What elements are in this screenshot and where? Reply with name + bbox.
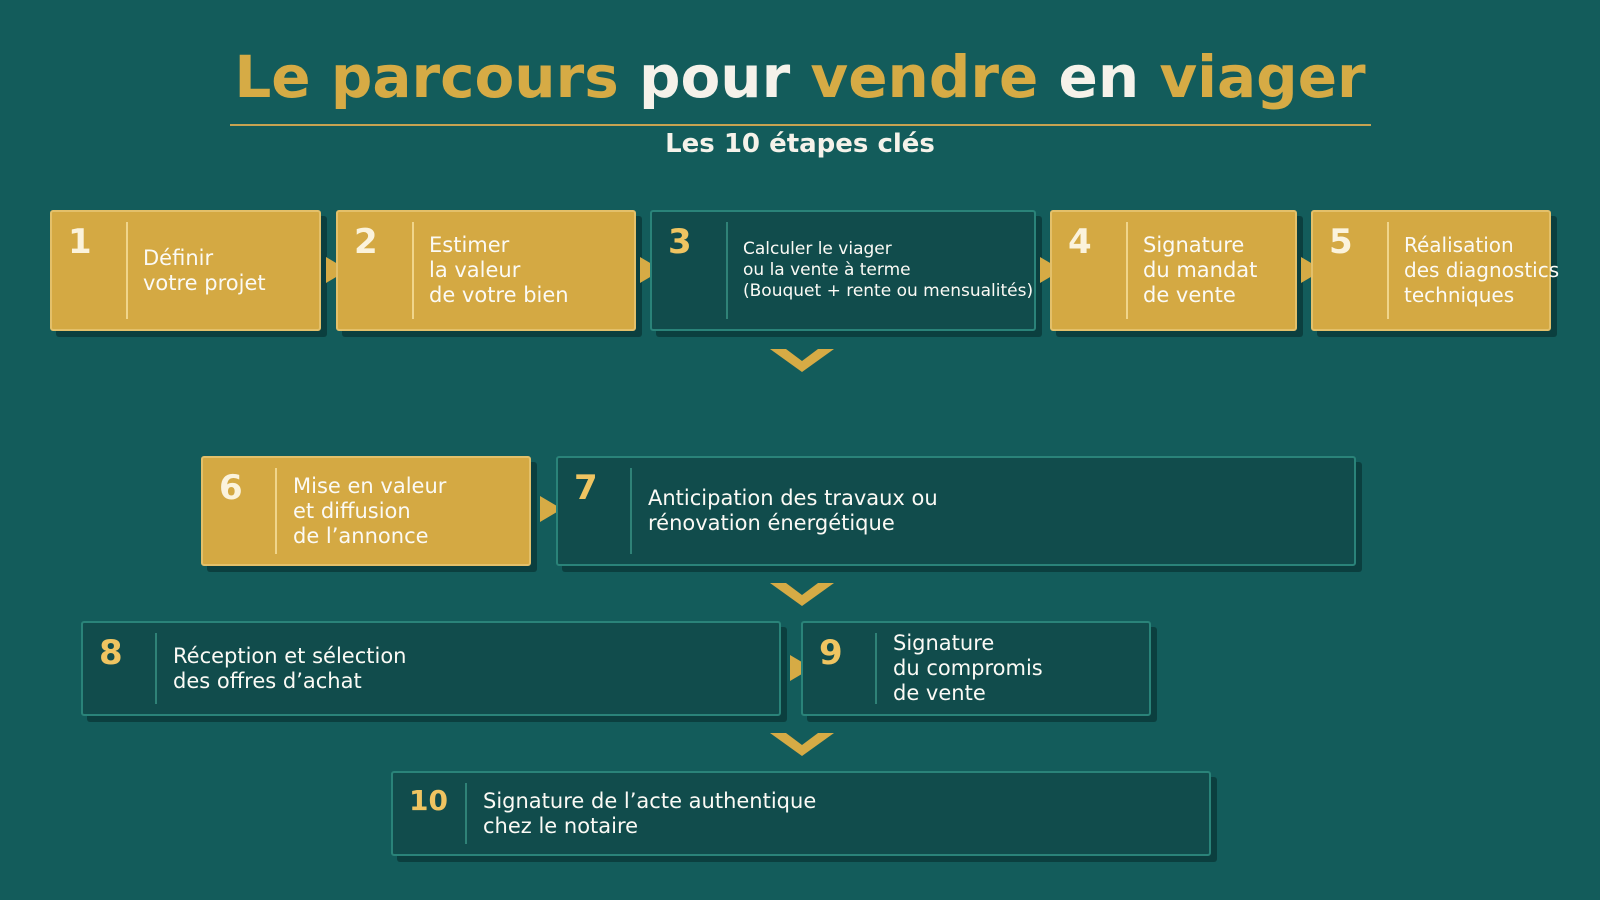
step-3 <box>650 210 1036 331</box>
step-4 <box>1050 210 1297 331</box>
step-number: 8 <box>99 633 123 673</box>
step-label: Signature de l’acte authentique chez le notaire <box>483 788 817 838</box>
step-label: Mise en valeur et diffusion de l’annonce <box>293 473 447 548</box>
step-divider <box>275 468 277 554</box>
title-part-1: Le parcours <box>234 43 619 111</box>
step-divider <box>1126 222 1128 319</box>
step-number: 5 <box>1329 222 1353 262</box>
chevron-down-icon <box>770 730 834 758</box>
chevron-down-icon <box>770 580 834 608</box>
title-part-4: en <box>1058 43 1140 111</box>
title-divider <box>230 124 1371 126</box>
step-divider <box>726 222 728 319</box>
step-number: 9 <box>819 633 843 673</box>
step-label: Estimer la valeur de votre bien <box>429 233 569 307</box>
step-10 <box>391 771 1211 856</box>
step-7 <box>556 456 1356 566</box>
step-number: 3 <box>668 222 692 262</box>
step-label: Réalisation des diagnostics techniques <box>1404 233 1560 307</box>
step-8 <box>81 621 781 716</box>
title-part-2: pour <box>638 43 791 111</box>
step-divider <box>465 783 467 844</box>
step-number: 10 <box>409 784 448 817</box>
step-1 <box>50 210 321 331</box>
step-label: Réception et sélection des offres d’achat <box>173 643 407 693</box>
step-9 <box>801 621 1151 716</box>
page-subtitle: Les 10 étapes clés <box>665 129 935 159</box>
step-divider <box>412 222 414 319</box>
step-divider <box>126 222 128 319</box>
step-2 <box>336 210 636 331</box>
step-label: Signature du mandat de vente <box>1143 233 1258 307</box>
step-divider <box>630 468 632 554</box>
step-label: Définir votre projet <box>143 245 266 295</box>
step-5 <box>1311 210 1560 331</box>
step-label: Calculer le viager ou la vente à terme (Bouquet + rente ou mensualités) <box>743 239 1034 301</box>
step-number: 1 <box>68 222 92 262</box>
page-title <box>0 40 1600 114</box>
step-divider <box>875 633 877 704</box>
step-number: 2 <box>354 222 378 262</box>
step-number: 7 <box>574 468 598 508</box>
title-part-3: vendre <box>810 43 1039 111</box>
step-divider <box>155 633 157 704</box>
chevron-down-icon <box>770 346 834 374</box>
step-divider <box>1387 222 1389 319</box>
step-6 <box>201 456 531 566</box>
step-label: Anticipation des travaux ou rénovation énergétique <box>648 486 938 535</box>
step-number: 6 <box>219 468 243 508</box>
step-label: Signature du compromis de vente <box>893 631 1043 705</box>
step-number: 4 <box>1068 222 1092 262</box>
title-part-5: viager <box>1159 43 1366 111</box>
